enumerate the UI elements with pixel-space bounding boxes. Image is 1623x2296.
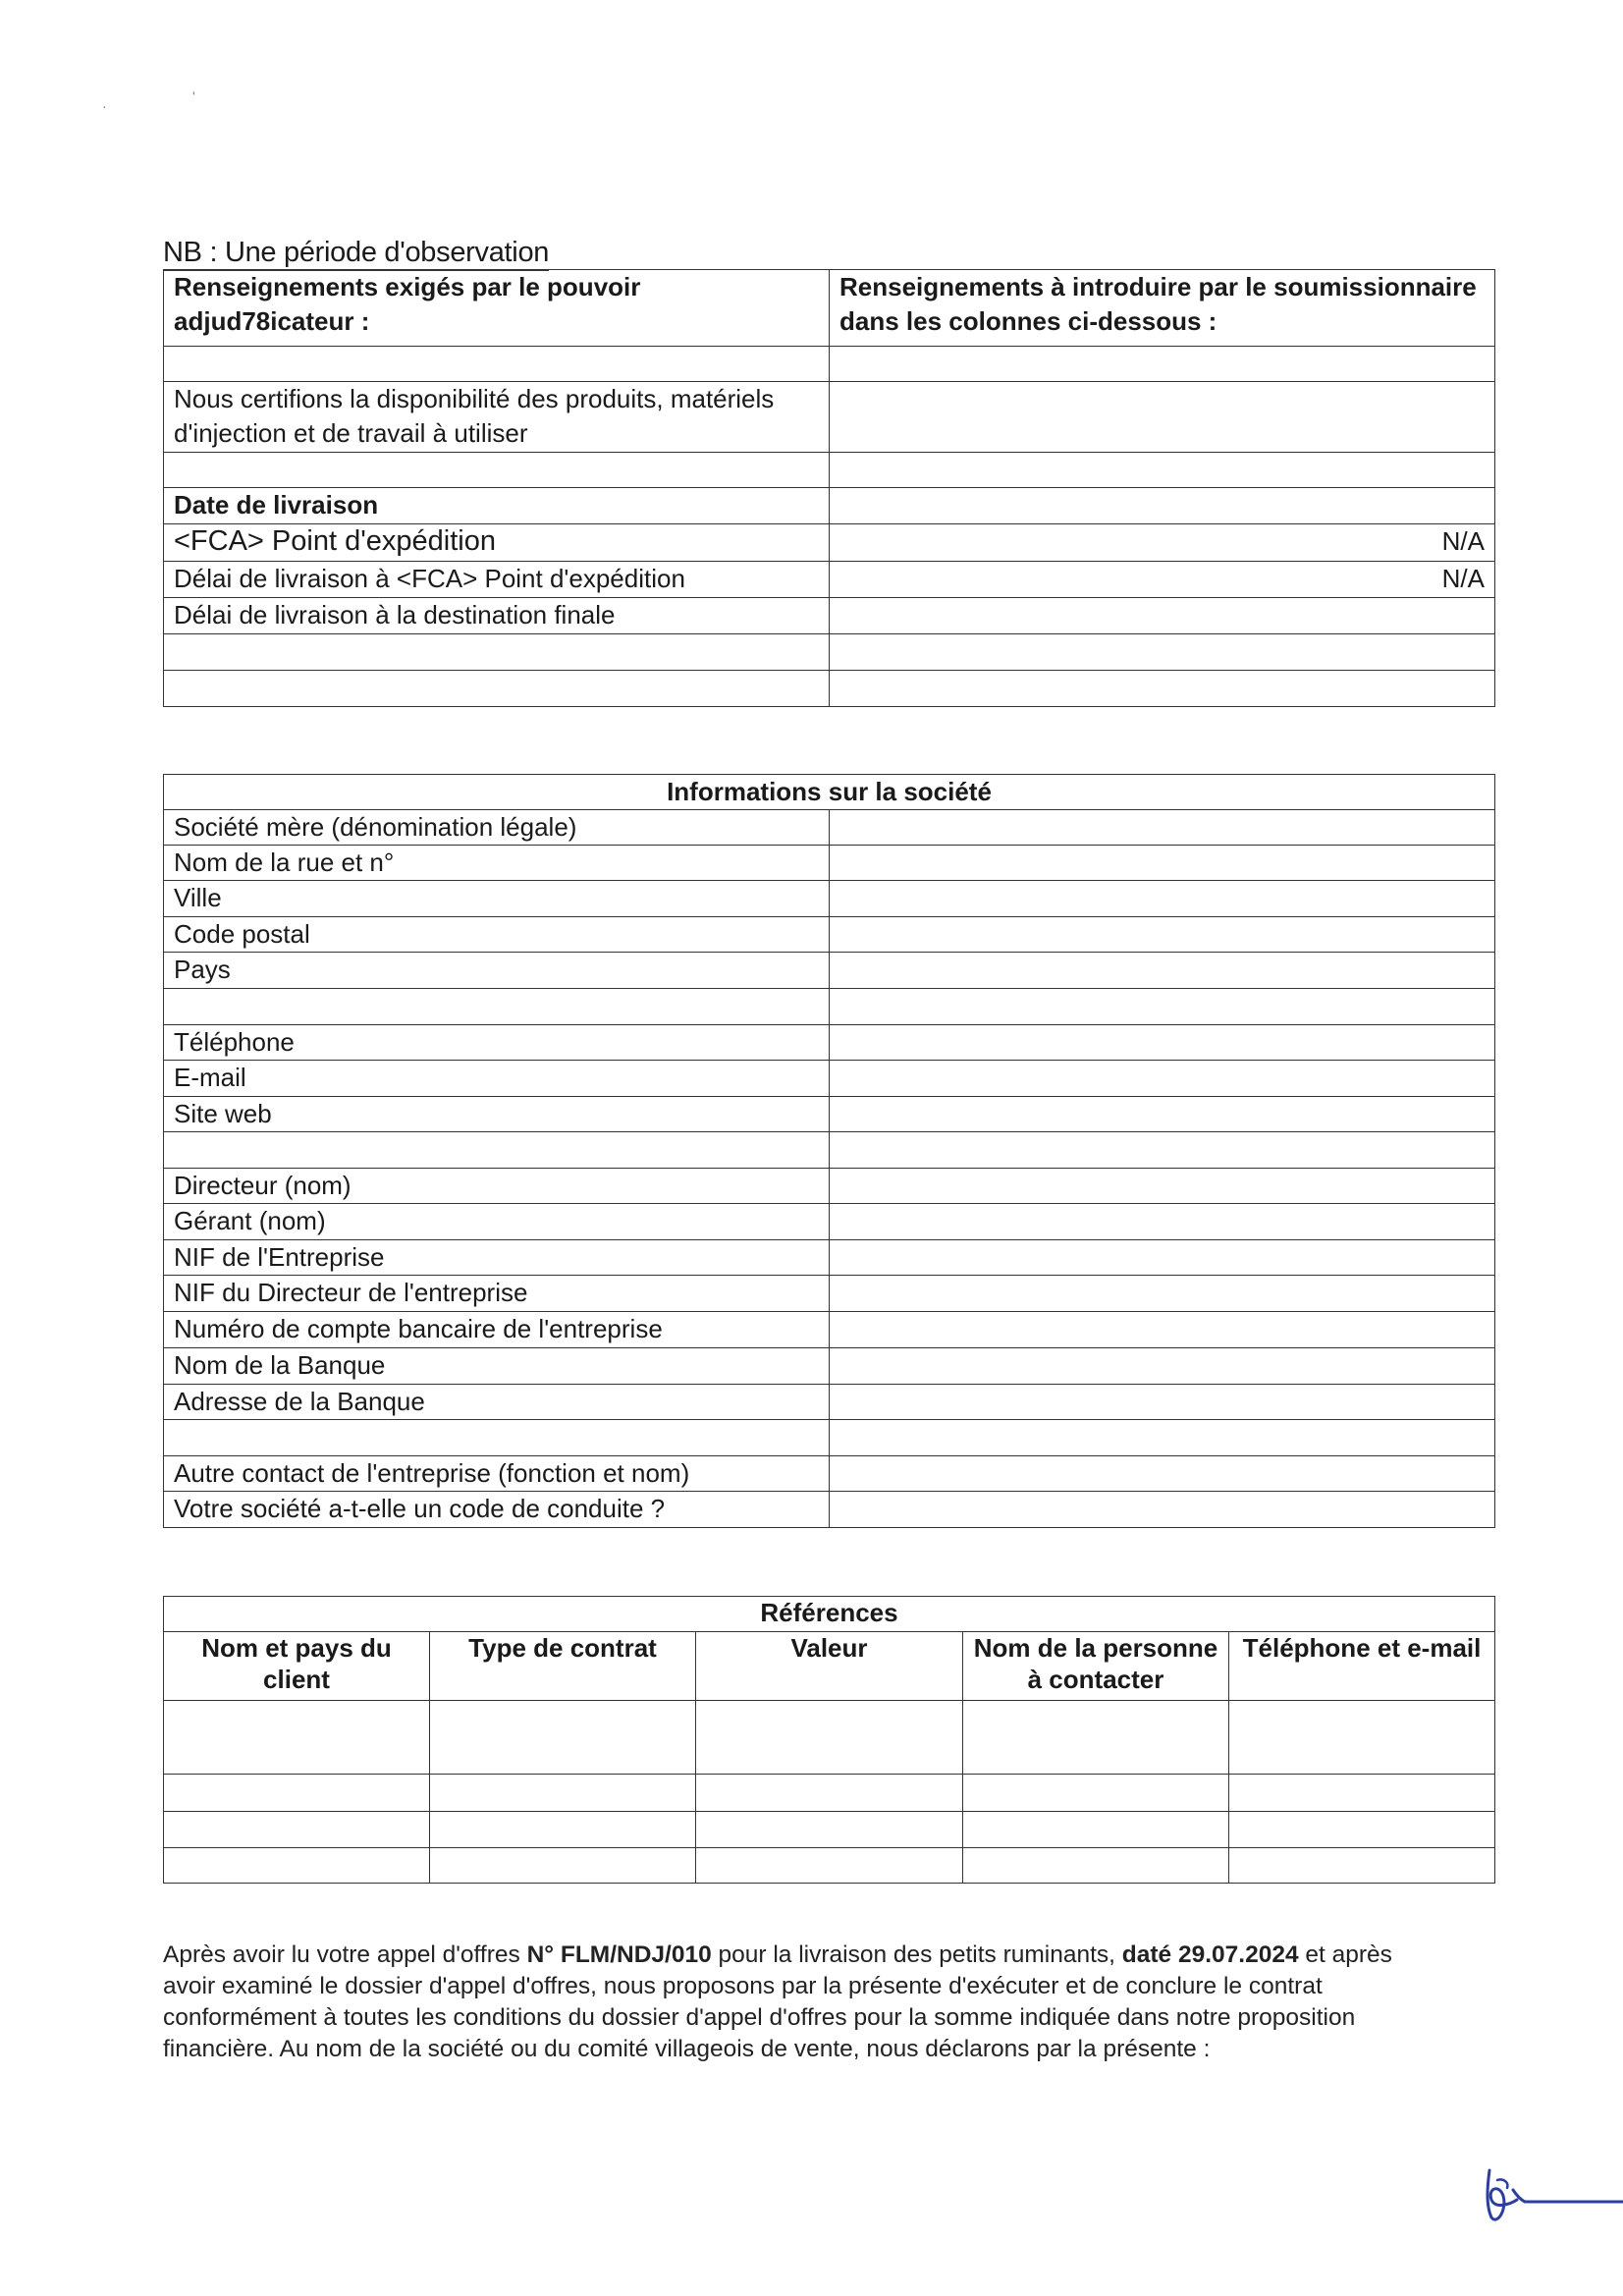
- reference-cell: [1229, 1701, 1495, 1775]
- company-field-label: NIF du Directeur de l'entreprise: [164, 1276, 830, 1312]
- table-row: [164, 382, 1495, 453]
- company-field-value: [830, 917, 1495, 953]
- table-row: [164, 846, 1495, 881]
- company-field-label: [164, 1132, 830, 1169]
- reference-cell: [430, 1701, 696, 1775]
- table-row: [164, 1775, 1495, 1812]
- table-row: [164, 562, 1495, 598]
- requirement-value: N/A: [830, 562, 1495, 598]
- table-row: [164, 953, 1495, 989]
- reference-cell: [1229, 1848, 1495, 1884]
- reference-cell: [963, 1812, 1229, 1848]
- table-row: [164, 1169, 1495, 1204]
- requirement-value: [830, 488, 1495, 524]
- reference-cell: [696, 1701, 963, 1775]
- reference-cell: [1229, 1775, 1495, 1812]
- company-field-label: Directeur (nom): [164, 1169, 830, 1204]
- company-field-label: Site web: [164, 1097, 830, 1132]
- reference-cell: [164, 1701, 430, 1775]
- requirement-label: Date de livraison: [164, 488, 830, 524]
- company-field-value: [830, 989, 1495, 1025]
- column-header-contract-type: Type de contrat: [430, 1632, 696, 1701]
- company-field-value: [830, 1025, 1495, 1061]
- company-field-label: Ville: [164, 881, 830, 917]
- company-field-value: [830, 1312, 1495, 1348]
- company-field-value: [830, 1061, 1495, 1097]
- column-header-value: Valeur: [696, 1632, 963, 1701]
- company-field-value: [830, 881, 1495, 917]
- company-field-value: [830, 1492, 1495, 1528]
- table-row: [164, 524, 1495, 562]
- company-field-value: [830, 1169, 1495, 1204]
- table-row: [164, 1420, 1495, 1456]
- table-row: [164, 1348, 1495, 1385]
- requirement-value: [830, 453, 1495, 488]
- company-field-value: [830, 1097, 1495, 1132]
- table-row: [164, 1848, 1495, 1884]
- reference-cell: [963, 1775, 1229, 1812]
- company-field-label: E-mail: [164, 1061, 830, 1097]
- company-field-label: Téléphone: [164, 1025, 830, 1061]
- table-row: [164, 488, 1495, 524]
- company-field-label: Numéro de compte bancaire de l'entreprise: [164, 1312, 830, 1348]
- table-row: [164, 1132, 1495, 1169]
- requirement-value: [830, 671, 1495, 707]
- company-field-label: Société mère (dénomination légale): [164, 810, 830, 846]
- handwritten-initials: [1478, 2160, 1623, 2229]
- table-row: [164, 1240, 1495, 1276]
- requirement-value: [830, 382, 1495, 453]
- reference-cell: [696, 1775, 963, 1812]
- column-header-client: Nom et pays du client: [164, 1632, 430, 1701]
- company-field-value: [830, 953, 1495, 989]
- company-info-table: [163, 774, 1495, 1528]
- company-field-label: [164, 989, 830, 1025]
- requirement-label: [164, 347, 830, 382]
- table-row: [164, 1385, 1495, 1420]
- table-row: [164, 1204, 1495, 1240]
- column-header-phone-email: Téléphone et e-mail: [1229, 1632, 1495, 1701]
- declaration-paragraph: [163, 1940, 1439, 2065]
- requirement-label: [164, 634, 830, 671]
- requirement-label: [164, 453, 830, 488]
- requirement-label: Délai de livraison à la destination finale: [164, 598, 830, 634]
- reference-cell: [164, 1812, 430, 1848]
- requirement-value: [830, 347, 1495, 382]
- scan-speck: ·: [102, 98, 107, 114]
- requirement-label: Délai de livraison à <FCA> Point d'expédition: [164, 562, 830, 598]
- table-row: [164, 810, 1495, 846]
- company-field-value: [830, 1348, 1495, 1385]
- reference-cell: [164, 1848, 430, 1884]
- table-row: [164, 1061, 1495, 1097]
- reference-cell: [430, 1812, 696, 1848]
- reference-cell: [164, 1775, 430, 1812]
- paragraph-text: Après avoir lu votre appel d'offres: [163, 1941, 527, 1968]
- table-row: [164, 1276, 1495, 1312]
- reference-cell: [430, 1848, 696, 1884]
- table-row: [164, 1312, 1495, 1348]
- company-field-label: Pays: [164, 953, 830, 989]
- company-field-value: [830, 846, 1495, 881]
- requirements-header-right: Renseignements à introduire par le soumissionnaire dans les colonnes ci-dessous :: [830, 270, 1495, 347]
- company-field-label: NIF de l'Entreprise: [164, 1240, 830, 1276]
- company-field-label: Adresse de la Banque: [164, 1385, 830, 1420]
- table-row: [164, 1456, 1495, 1492]
- reference-cell: [963, 1701, 1229, 1775]
- scan-speck: ': [192, 88, 195, 104]
- requirement-value: [830, 634, 1495, 671]
- tender-reference: N° FLM/NDJ/010: [526, 1941, 712, 1968]
- references-title: Références: [164, 1597, 1495, 1632]
- table-row: [164, 634, 1495, 671]
- table-row: [164, 1701, 1495, 1775]
- table-row: [164, 989, 1495, 1025]
- table-row: [164, 1812, 1495, 1848]
- reference-cell: [696, 1812, 963, 1848]
- company-field-label: [164, 1420, 830, 1456]
- company-field-value: [830, 1204, 1495, 1240]
- table-row: [164, 347, 1495, 382]
- paragraph-text: pour la livraison des petits ruminants,: [711, 1941, 1122, 1968]
- table-row: [164, 598, 1495, 634]
- company-field-label: Code postal: [164, 917, 830, 953]
- reference-cell: [430, 1775, 696, 1812]
- company-field-value: [830, 810, 1495, 846]
- references-table: [163, 1596, 1495, 1884]
- company-field-label: Nom de la rue et n°: [164, 846, 830, 881]
- reference-cell: [696, 1848, 963, 1884]
- nb-title: NB : Une période d'observation: [163, 237, 549, 271]
- requirement-label: [164, 671, 830, 707]
- reference-cell: [1229, 1812, 1495, 1848]
- company-field-label: Autre contact de l'entreprise (fonction et nom): [164, 1456, 830, 1492]
- paragraph-text: et après avoir examiné le dossier d'appel d'offres, nous proposons par la présente d'exécuter et de conclure le contrat conformément à toutes les conditions du dossier d'appel d'offres pour la somme indiquée dans notre proposition financière. Au nom de la société ou du comité villageois de vente, nous déclarons par la présente :: [163, 1941, 1392, 2062]
- company-field-label: Nom de la Banque: [164, 1348, 830, 1385]
- company-field-label: Gérant (nom): [164, 1204, 830, 1240]
- company-field-value: [830, 1420, 1495, 1456]
- table-row: [164, 917, 1495, 953]
- table-row: [164, 453, 1495, 488]
- table-row: [164, 1025, 1495, 1061]
- column-header-contact-person: Nom de la personne à contacter: [963, 1632, 1229, 1701]
- requirements-header-left: Renseignements exigés par le pouvoir adjud78icateur :: [164, 270, 830, 347]
- company-field-value: [830, 1240, 1495, 1276]
- company-field-value: [830, 1276, 1495, 1312]
- requirement-label: Nous certifions la disponibilité des produits, matériels d'injection et de travail à utiliser: [164, 382, 830, 453]
- requirement-label: <FCA> Point d'expédition: [164, 524, 830, 562]
- company-info-title: Informations sur la société: [164, 775, 1495, 810]
- requirement-value: [830, 598, 1495, 634]
- requirement-value: N/A: [830, 524, 1495, 562]
- company-field-value: [830, 1456, 1495, 1492]
- company-field-value: [830, 1132, 1495, 1169]
- table-row: [164, 1097, 1495, 1132]
- table-row: [164, 671, 1495, 707]
- table-row: [164, 881, 1495, 917]
- requirements-table: [163, 269, 1495, 707]
- tender-date: daté 29.07.2024: [1121, 1941, 1299, 1968]
- company-field-label: Votre société a-t-elle un code de conduite ?: [164, 1492, 830, 1528]
- company-field-value: [830, 1385, 1495, 1420]
- reference-cell: [963, 1848, 1229, 1884]
- table-row: [164, 1492, 1495, 1528]
